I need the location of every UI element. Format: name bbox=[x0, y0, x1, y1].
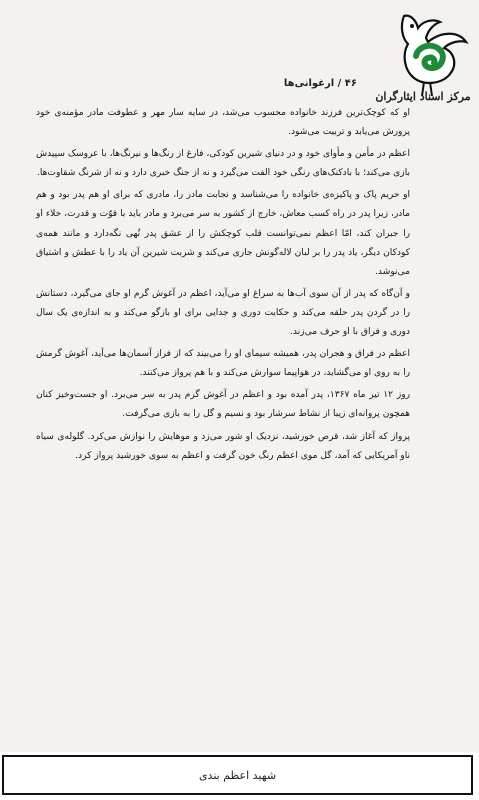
paragraph: و آن‌گاه که پدر از آن سوی آب‌ها به سراغ او می‌آید، اعظم در آغوش گرم او جای می‌گیرد، دستانش را در گردن پدر حلقه می‌کند و حکایت دوری و جدایی برای او بازگو می‌کند و به اندازه‌ی یک سال دوری و فراق با او حرف می‌زند. bbox=[36, 288, 410, 338]
paragraph: پرواز که آغاز شد، قرص خورشید، نزدیک او شور می‌زد و موهایش را نوازش می‌کرد. گلوله‌ی سیاه ناو آمریکایی که آمد، گل موی اعظم رنگ خون گرفت و اعظم به سوی خورشید پرواز کرد. bbox=[36, 431, 410, 461]
paragraph: روز ۱۲ تیر ماه ۱۳۶۷، پدر آمده بود و اعظم در آغوش گرم پدر به سر می‌برد. او جست‌وخیز کنان همچون پروانه‌ای زیبا از نشاط سرشار بود و نسیم و گل را به بازی می‌گرفت. bbox=[36, 390, 410, 420]
paragraph: اعظم در فراق و هجران پدر، همیشه سیمای او را می‌بیند که از فراز آسمان‌ها می‌آید، آغوش گرمش را به روی او می‌گشاید، در هواپیما سوارش می‌کند و با هم پرواز می‌کنند. bbox=[36, 349, 410, 379]
caption-box bbox=[2, 755, 473, 795]
page-header: ۴۶ / ارغوانی‌ها bbox=[283, 78, 357, 89]
paragraph: او که کوچک‌ترین فرزند خانواده محسوب می‌شد، در سایه سار مهر و عطوفت مادر مؤمنه‌ی خود پرورش می‌یابد و تربیت می‌شود. bbox=[36, 108, 410, 138]
caption-text: شهید اعظم بندی bbox=[198, 768, 277, 782]
logo-text: مرکز اسناد ایثارگران bbox=[375, 90, 471, 103]
paragraph: او حریم پاک و پاکیزه‌ی خانواده را می‌شناسد و نجابت مادر را، مادری که برای او هم پدر بود و هم مادر، زیرا پدر در راه کسب معاش، خارج از کشور به سر می‌برد و مادر باید با قوّت و قدرت، خلاء او را جبران کند، امّا اعظم نمی‌توانست قلب کوچکش را از عشق پدر تُهی نگه‌دارد و مانند همه‌ی کودکان دیگر، یاد پدر را بر لبان لاله‌گونش جاری می‌کند و شربت شیرین آن یاد را با عطش و اشتیاق می‌نوشد. bbox=[36, 190, 410, 277]
body-text bbox=[36, 104, 410, 469]
paragraph: اعظم در مأمن و مأوای خود و در دنیای شیرین کودکی، فارغ از رنگ‌ها و نیرنگ‌ها، با عروسک سپیدش بازی می‌کند؛ با بادکنک‌های رنگی خود الفت می‌گیرد و نه از جنگ خبری دارد و نه از شرنگ شقاوت‌ها. bbox=[36, 149, 410, 179]
